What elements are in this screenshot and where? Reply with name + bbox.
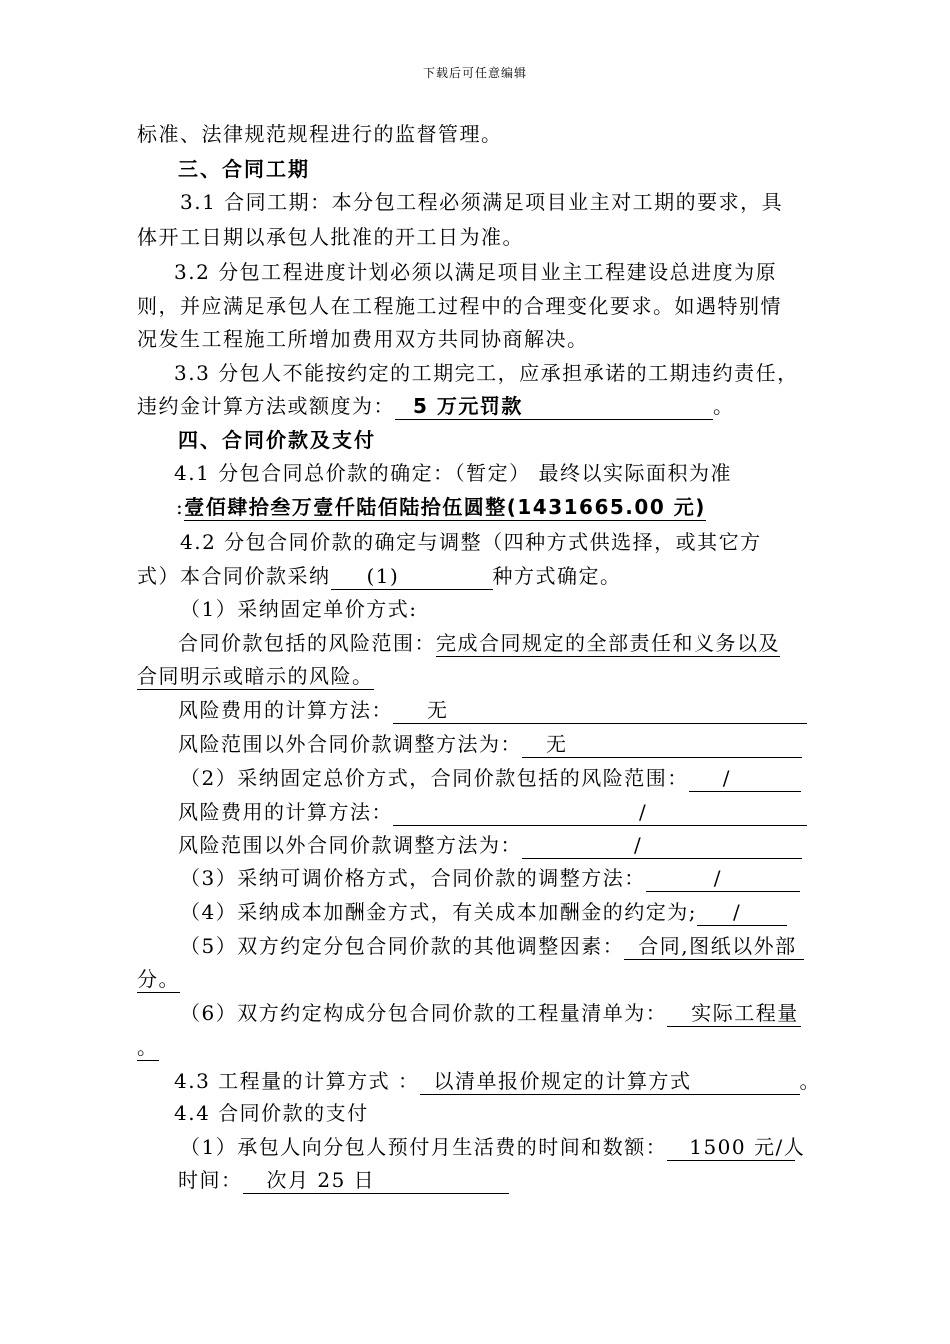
paragraph-line: 体开工日期以承包人批准的开工日为准。 — [137, 225, 524, 249]
colon: : — [176, 495, 185, 519]
living-expense-value: 1500 元/人 — [667, 1134, 795, 1161]
paragraph-line: 4.2 分包合同价款的确定与调整（四种方式供选择，或其它方 — [180, 530, 762, 554]
total-price-value: 壹佰肆拾叁万壹仟陆佰陆拾伍圆整(1431665.00 元) — [184, 495, 706, 519]
period: 。 — [713, 394, 735, 418]
bill-of-quantities-value: 实际工程量 — [667, 1000, 801, 1027]
adjust-method-line — [178, 728, 802, 760]
adjustable-price-value: / — [646, 865, 800, 892]
label: 式）本合同价款采纳 — [137, 564, 331, 588]
adjustable-price-line — [180, 862, 800, 894]
label: （5）双方约定分包合同价款的其他调整因素： — [180, 934, 625, 958]
bill-of-quantities-line — [180, 997, 801, 1029]
risk-fee-line — [178, 694, 807, 726]
label: 风险费用的计算方法： — [178, 800, 393, 824]
paragraph-line: 4.4 合同价款的支付 — [174, 1101, 369, 1125]
penalty-value: 5 万元罚款 — [395, 393, 713, 420]
label: （3）采纳可调价格方式，合同价款的调整方法： — [180, 866, 646, 890]
label: 违约金计算方法或额度为： — [137, 394, 395, 418]
label: （4）采纳成本加酬金方式，有关成本加酬金的约定为; — [180, 900, 697, 924]
fixed-total-value: / — [689, 765, 801, 792]
label: 4.3 工程量的计算方式 ： — [174, 1069, 420, 1093]
label: 风险范围以外合同价款调整方法为： — [178, 833, 522, 857]
cost-plus-line — [180, 896, 787, 928]
label: 合同价款包括的风险范围： — [178, 631, 436, 655]
adjust-method-value: 无 — [522, 731, 802, 758]
paragraph-line: 3.1 合同工期：本分包工程必须满足项目业主对工期的要求，具 — [180, 190, 784, 214]
other-factors-value: 合同,图纸以外部 — [624, 933, 804, 960]
bill-of-quantities-value-cont: 。 — [137, 1035, 159, 1059]
risk-scope-line — [178, 627, 780, 659]
method-value: (1) — [331, 563, 493, 590]
risk-fee-line-2 — [178, 796, 807, 828]
section-heading-4: 四、合同价款及支付 — [178, 428, 376, 452]
bill-of-quantities-continued — [137, 1031, 159, 1063]
paragraph-line: 3.2 分包工程进度计划必须以满足项目业主工程建设总进度为原 — [174, 260, 778, 284]
page-header: 下载后可任意编辑 — [422, 66, 527, 80]
risk-fee-value: 无 — [393, 697, 807, 724]
adjust-method-line-2 — [178, 829, 802, 861]
payment-time-value: 次月 25 日 — [243, 1167, 509, 1194]
payment-time-line — [178, 1164, 509, 1196]
penalty-line — [137, 390, 735, 422]
quantity-calc-line — [174, 1065, 821, 1097]
cost-plus-value: / — [697, 899, 787, 926]
label: 风险范围以外合同价款调整方法为： — [178, 732, 522, 756]
label: 风险费用的计算方法： — [178, 698, 393, 722]
paragraph-line: 标准、法律规范规程进行的监督管理。 — [137, 122, 503, 146]
label-tail: 种方式确定。 — [492, 564, 622, 588]
paragraph-line: 4.1 分包合同总价款的确定：（暂定） 最终以实际面积为准 — [174, 461, 733, 485]
living-expense-line — [180, 1131, 806, 1163]
paragraph-line: 则，并应满足承包人在工程施工过程中的合理变化要求。如遇特别情 — [137, 294, 782, 318]
paragraph-line: （1）采纳固定单价方式: — [180, 597, 418, 621]
other-factors-continued — [137, 963, 180, 995]
risk-scope-value-cont: 合同明示或暗示的风险。 — [137, 664, 374, 688]
section-heading-3: 三、合同工期 — [178, 157, 310, 181]
other-factors-value-cont: 分。 — [137, 967, 180, 991]
label: （6）双方约定构成分包合同价款的工程量清单为： — [180, 1001, 668, 1025]
paragraph-line: 况发生工程施工所增加费用双方共同协商解决。 — [137, 327, 589, 351]
fixed-total-line — [180, 762, 801, 794]
adjust-method-value-2: / — [522, 832, 802, 859]
label: 时间： — [178, 1168, 243, 1192]
other-factors-line — [180, 930, 804, 962]
risk-fee-value-2: / — [393, 799, 807, 826]
period: 。 — [799, 1069, 822, 1093]
quantity-calc-value: 以清单报价规定的计算方式 — [420, 1068, 800, 1095]
method-line — [137, 560, 622, 592]
label: （2）采纳固定总价方式，合同价款包括的风险范围： — [180, 766, 689, 790]
label: （1）承包人向分包人预付月生活费的时间和数额： — [180, 1135, 668, 1159]
risk-scope-continued — [137, 660, 374, 692]
risk-scope-value: 完成合同规定的全部责任和义务以及 — [436, 631, 780, 655]
total-price-line — [176, 491, 706, 523]
paragraph-line: 3.3 分包人不能按约定的工期完工，应承担承诺的工期违约责任， — [174, 361, 799, 385]
